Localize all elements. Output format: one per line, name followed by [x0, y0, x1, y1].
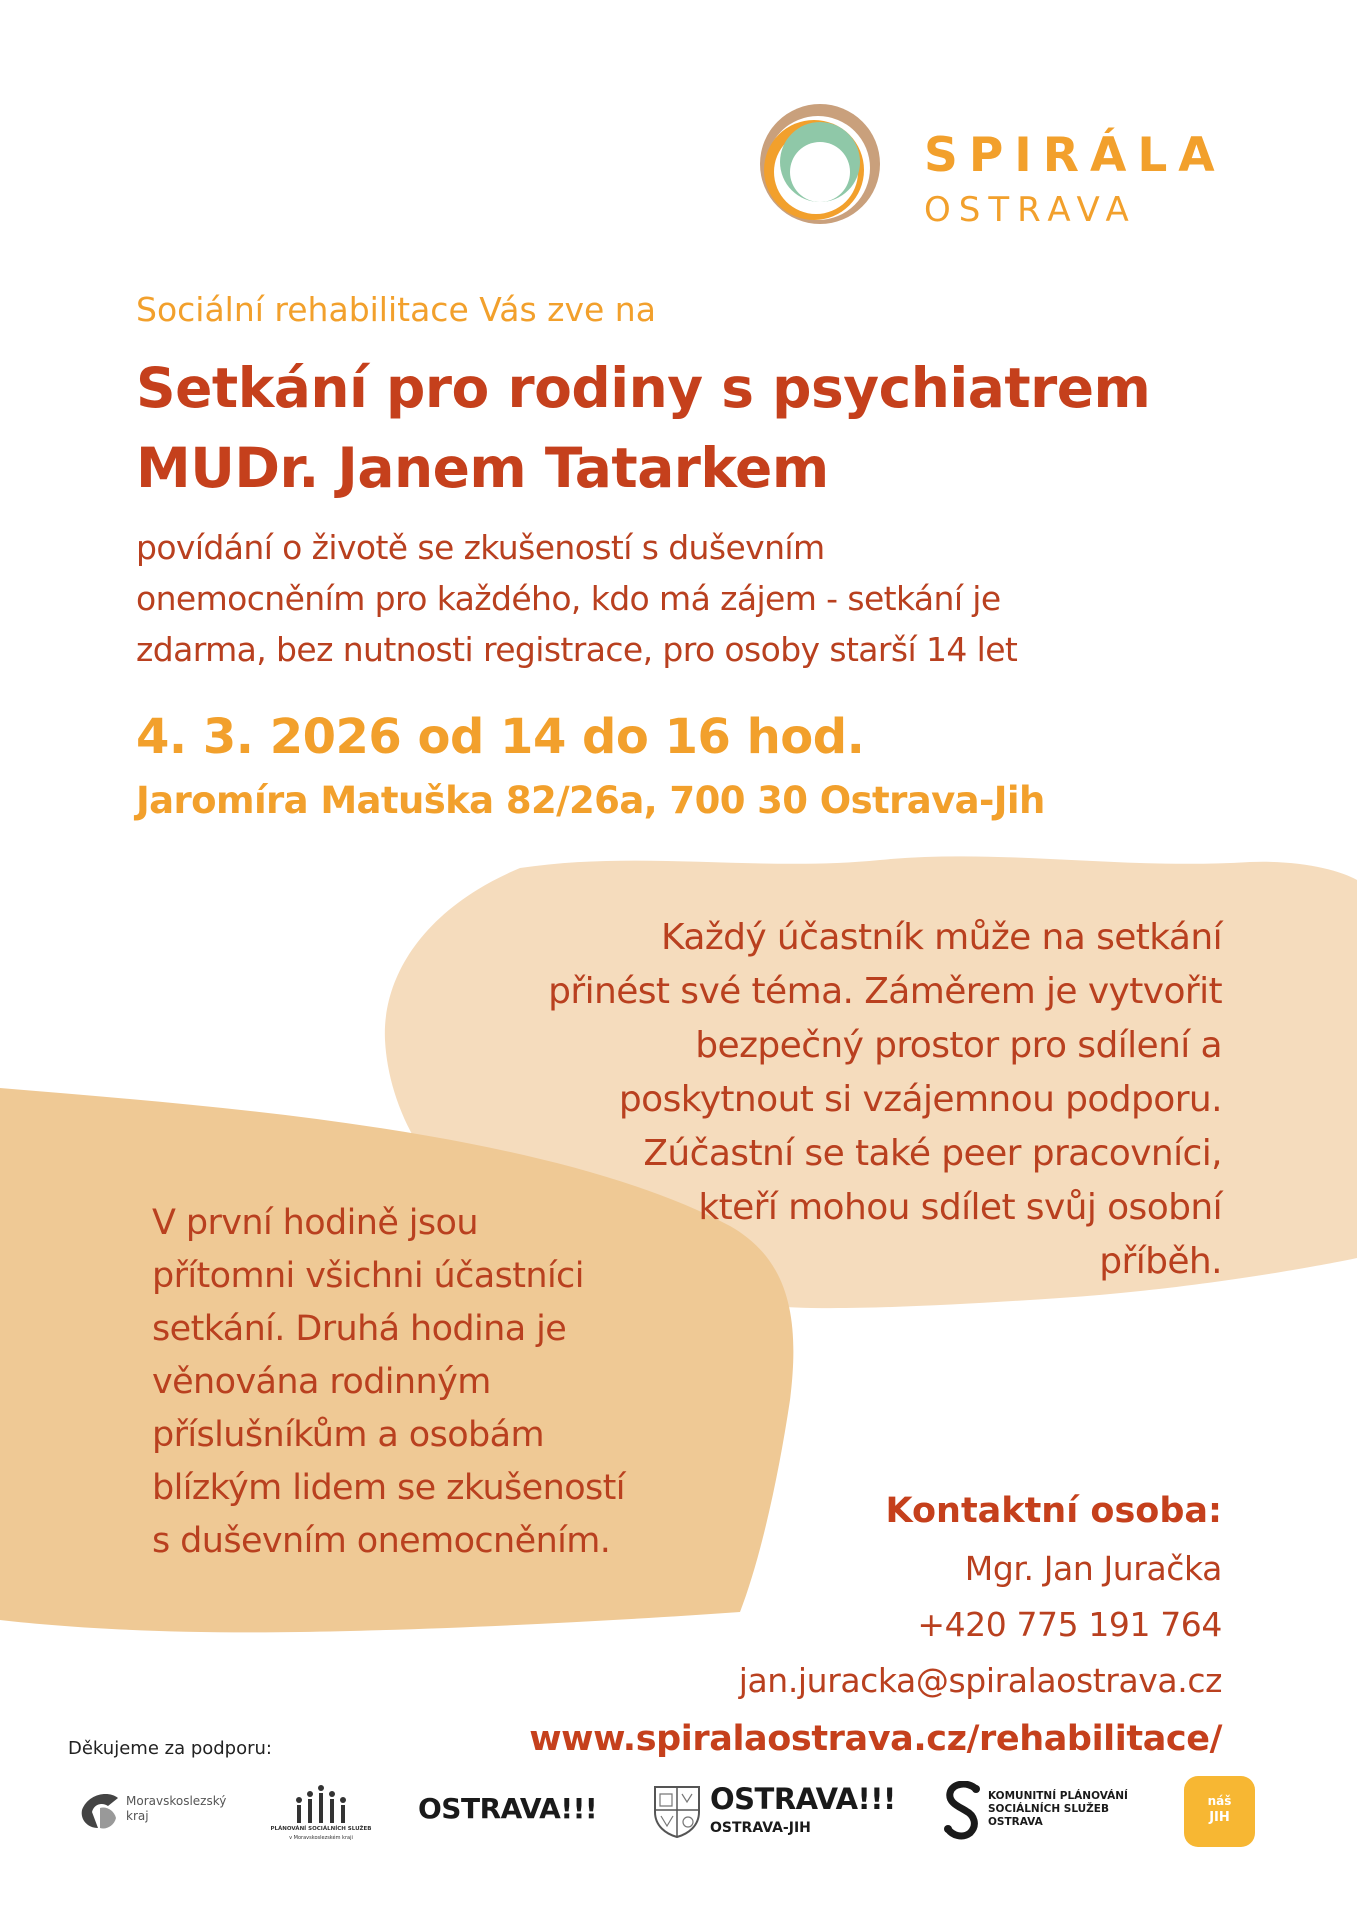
paragraph-line: V první hodině jsou — [152, 1203, 478, 1243]
paragraph-line: příslušníkům a osobám — [152, 1415, 545, 1455]
msk-emblem-icon — [78, 1788, 122, 1834]
description-line: zdarma, bez nutnosti registrace, pro osoby starší 14 let — [136, 630, 1018, 669]
sponsor-kps-logo — [944, 1781, 1144, 1845]
sponsor-pss-logo — [266, 1780, 376, 1850]
sponsor-ostrava-logo: OSTRAVA!!! — [418, 1792, 598, 1825]
logo-city: OSTRAVA — [924, 190, 1137, 230]
contact-email[interactable]: jan.juracka@spiralaostrava.cz — [738, 1661, 1222, 1700]
paragraph-line: bezpečný prostor pro sdílení a — [695, 1025, 1222, 1066]
nas-jih-line: náš — [1207, 1794, 1232, 1808]
paragraph-line: kteří mohou sdílet svůj osobní — [698, 1187, 1222, 1228]
paragraph-line: poskytnout si vzájemnou podporu. — [618, 1079, 1222, 1120]
paragraph-line: setkání. Druhá hodina je — [152, 1309, 567, 1349]
pss-people-icon — [294, 1784, 348, 1824]
contact-name: Mgr. Jan Juračka — [964, 1549, 1222, 1588]
pss-line: v Moravskoslezském kraji — [289, 1835, 353, 1841]
contact-title: Kontaktní osoba: — [885, 1491, 1222, 1531]
contact-phone[interactable]: +420 775 191 764 — [917, 1605, 1222, 1644]
pss-line: PLÁNOVÁNÍ SOCIÁLNÍCH SLUŽEB — [270, 1826, 372, 1832]
paragraph-line: blízkým lidem se zkušeností — [152, 1468, 625, 1508]
sponsor-nas-jih-logo — [1184, 1776, 1255, 1847]
kps-line: SOCIÁLNÍCH SLUŽEB — [988, 1803, 1109, 1815]
event-date: 4. 3. 2026 od 14 do 16 hod. — [136, 709, 865, 765]
ostrava-jih-line: OSTRAVA!!! — [710, 1782, 896, 1816]
title-line: MUDr. Janem Tatarkem — [136, 436, 829, 500]
ostrava-jih-coat-of-arms-icon — [652, 1784, 702, 1838]
ostrava-jih-line: OSTRAVA-JIH — [710, 1820, 811, 1836]
contact-block — [529, 1481, 1222, 1769]
paragraph-line: přítomni všichni účastníci — [152, 1256, 584, 1296]
contact-website-link[interactable]: www.spiralaostrava.cz/rehabilitace/ — [529, 1719, 1222, 1759]
paragraph-line: Každý účastník může na setkání — [661, 917, 1222, 958]
thanks-label: Děkujeme za podporu: — [68, 1738, 272, 1759]
kps-s-icon — [944, 1781, 984, 1841]
msk-line: Moravskoslezský — [126, 1794, 227, 1808]
sponsor-msk-logo — [78, 1782, 228, 1842]
title-line: Setkání pro rodiny s psychiatrem — [136, 356, 1151, 420]
msk-line: kraj — [126, 1809, 149, 1823]
logo-name: SPIRÁLA — [924, 128, 1226, 183]
paragraph-line: věnována rodinným — [152, 1362, 491, 1402]
kps-line: KOMUNITNÍ PLÁNOVÁNÍ — [988, 1790, 1128, 1802]
sponsor-ostrava-jih-logo — [652, 1780, 912, 1844]
description-line: onemocněním pro každého, kdo má zájem - setkání je — [136, 579, 1001, 618]
paragraph-right — [548, 911, 1222, 1289]
event-title — [136, 348, 1150, 508]
invite-line: Sociální rehabilitace Vás zve na — [136, 290, 656, 329]
paragraph-line: přinést své téma. Záměrem je vytvořit — [548, 971, 1222, 1012]
spirala-logo-icon — [748, 100, 884, 236]
event-address: Jaromíra Matuška 82/26a, 700 30 Ostrava-Jih — [136, 779, 1045, 822]
nas-jih-line: JIH — [1209, 1810, 1230, 1825]
event-description — [136, 522, 1017, 675]
paragraph-line: příběh. — [1099, 1241, 1222, 1282]
paragraph-line: Zúčastní se také peer pracovníci, — [643, 1133, 1222, 1174]
description-line: povídání o životě se zkušeností s duševním — [136, 528, 825, 567]
paragraph-line: s duševním onemocněním. — [152, 1521, 611, 1561]
kps-line: OSTRAVA — [988, 1816, 1043, 1828]
